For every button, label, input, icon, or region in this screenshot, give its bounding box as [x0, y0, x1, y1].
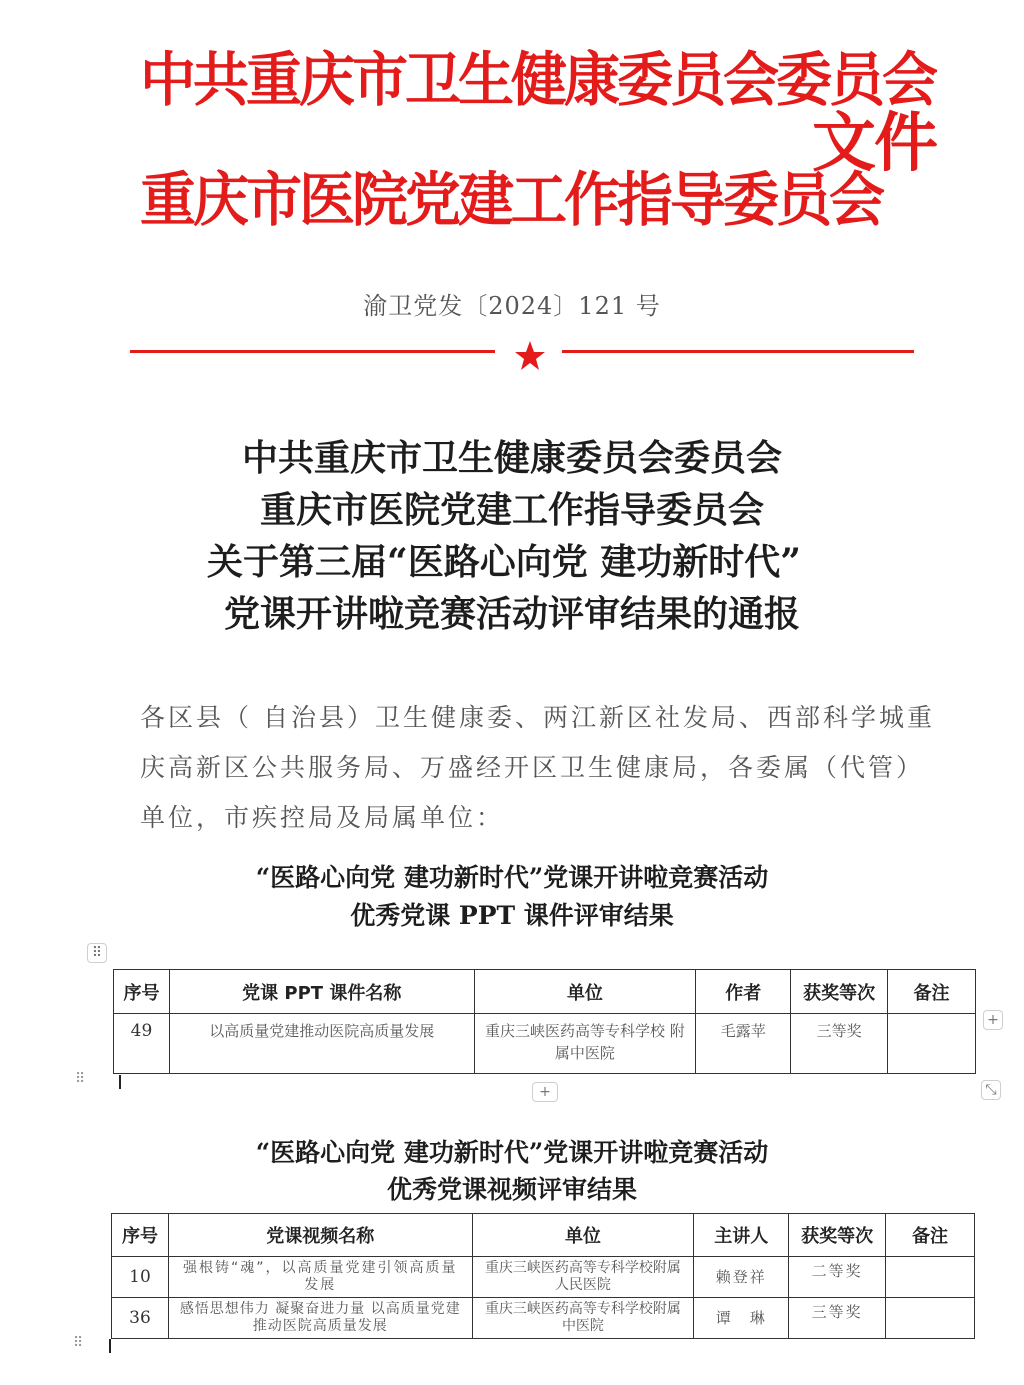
author-cell: 毛露苹 [696, 1014, 791, 1074]
table-header-row [112, 1214, 975, 1257]
notice-title-line-1: 中共重庆市卫生健康委员会委员会 [241, 437, 782, 479]
text-cursor [109, 1339, 111, 1353]
drag-grip-icon[interactable]: ⠿ [73, 1335, 83, 1351]
header-cell: 备注 [886, 1214, 975, 1257]
unit-cell: 重庆三峡医药高等专科学校 附属中医院 [474, 1014, 696, 1074]
document-number: 渝卫党发〔2024〕121 号 [363, 292, 661, 320]
note-cell [886, 1298, 975, 1339]
header-cell: 党课 PPT 课件名称 [169, 970, 474, 1014]
ppt-section-title-2: 优秀党课 PPT 课件评审结果 [350, 901, 674, 930]
note-cell [888, 1014, 976, 1074]
letterhead-line-1: 中共重庆市卫生健康委员会委员会 [140, 46, 935, 115]
ppt-name-cell: 以高质量党建推动医院高质量发展 [169, 1014, 474, 1074]
header-cell: 主讲人 [694, 1214, 789, 1257]
video-name-cell: 感悟思想伟力 凝聚奋进力量 以高质量党建推动医院高质量发展 [168, 1298, 472, 1339]
table-header-row [114, 970, 976, 1014]
header-cell: 单位 [474, 970, 696, 1014]
red-star-icon [514, 340, 546, 372]
ppt-results-table [113, 969, 976, 1074]
award-cell: 三等奖 [789, 1298, 886, 1339]
ppt-section-title-1: “医路心向党 建功新时代”党课开讲啦竞赛活动 [255, 863, 769, 892]
table-move-handle[interactable]: ⠿ [87, 943, 107, 963]
header-cell: 获奖等次 [789, 1214, 886, 1257]
header-cell: 序号 [112, 1214, 169, 1257]
header-cell: 党课视频名称 [168, 1214, 472, 1257]
red-divider-left [130, 350, 495, 353]
row-number: 36 [112, 1298, 169, 1339]
addressee-line-3: 单位，市疾控局及局属单位： [140, 803, 505, 832]
text-cursor [119, 1075, 121, 1089]
letterhead-doc-word: 文件 [812, 107, 936, 181]
header-cell: 作者 [696, 970, 791, 1014]
red-divider-right [562, 350, 914, 353]
header-cell: 单位 [472, 1214, 694, 1257]
row-number: 10 [112, 1257, 169, 1298]
header-cell: 备注 [888, 970, 976, 1014]
letterhead-line-2: 重庆市医院党建工作指导委员会 [140, 166, 882, 235]
video-section-title-1: “医路心向党 建功新时代”党课开讲啦竞赛活动 [255, 1138, 769, 1167]
add-row-button[interactable]: + [532, 1082, 558, 1102]
speaker-cell: 赖登祥 [694, 1257, 789, 1298]
award-cell: 二等奖 [789, 1257, 886, 1298]
unit-cell: 重庆三峡医药高等专科学校附属人民医院 [472, 1257, 694, 1298]
table-row [114, 1014, 976, 1074]
video-section-title-2: 优秀党课视频评审结果 [386, 1175, 637, 1204]
notice-title-line-3: 关于第三届“医路心向党 建功新时代” [207, 541, 801, 583]
header-cell: 序号 [114, 970, 170, 1014]
drag-grip-icon[interactable]: ⠿ [75, 1071, 85, 1087]
row-number: 49 [114, 1014, 170, 1074]
award-cell: 三等奖 [791, 1014, 888, 1074]
video-results-table [111, 1213, 975, 1339]
speaker-cell: 谭 琳 [694, 1298, 789, 1339]
header-cell: 获奖等次 [791, 970, 888, 1014]
table-row [112, 1257, 975, 1298]
add-column-button[interactable]: + [983, 1010, 1003, 1030]
notice-title-line-4: 党课开讲啦竞赛活动评审结果的通报 [223, 593, 800, 635]
table-row [112, 1298, 975, 1339]
table-resize-handle[interactable]: ⤡ [981, 1080, 1001, 1100]
addressee-line-2: 庆高新区公共服务局、万盛经开区卫生健康局，各委属（代管） [140, 753, 925, 782]
video-name-cell: 强根铸“魂”，以高质量党建引领高质量发展 [168, 1257, 472, 1298]
notice-title-line-2: 重庆市医院党建工作指导委员会 [259, 489, 764, 531]
note-cell [886, 1257, 975, 1298]
unit-cell: 重庆三峡医药高等专科学校附属中医院 [472, 1298, 694, 1339]
addressee-line-1: 各区县（ 自治县）卫生健康委、两江新区社发局、西部科学城重 [140, 703, 935, 732]
